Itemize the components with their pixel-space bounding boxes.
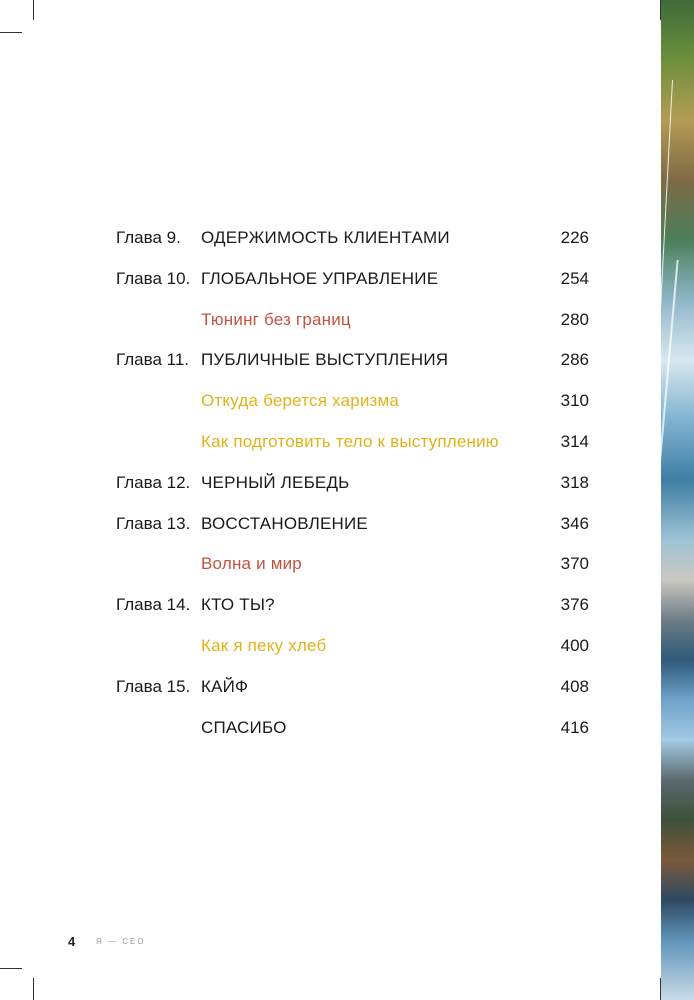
toc-entry-title: ГЛОБАЛЬНОЕ УПРАВЛЕНИЕ	[201, 269, 439, 288]
toc-page-number: 314	[560, 432, 589, 451]
toc-entry	[0, 471, 694, 495]
toc-page-number: 416	[560, 718, 589, 737]
toc-page-number: 376	[560, 595, 589, 614]
toc-page-number: 408	[560, 677, 589, 696]
toc-page-number: 280	[560, 310, 589, 329]
toc-entry-title: ОДЕРЖИМОСТЬ КЛИЕНТАМИ	[201, 228, 450, 247]
toc-page-number: 254	[560, 269, 589, 288]
toc-entry-title: Волна и мир	[201, 554, 302, 573]
toc-entry-title: Откуда берется харизма	[201, 391, 400, 410]
toc-entry	[0, 348, 694, 372]
crop-mark	[0, 968, 22, 969]
toc-chapter-label: Глава 11.	[116, 350, 190, 369]
toc-entry-title: СПАСИБО	[201, 718, 287, 737]
toc-entry	[0, 716, 694, 740]
toc-page-number: 346	[560, 514, 589, 533]
toc-entry	[0, 552, 694, 576]
toc-entry-title: КТО ТЫ?	[201, 595, 275, 614]
toc-entry	[0, 308, 694, 332]
toc-entry-title: ВОССТАНОВЛЕНИЕ	[201, 514, 368, 533]
toc-entry-title: ЧЕРНЫЙ ЛЕБЕДЬ	[201, 473, 350, 492]
page-number: 4	[68, 934, 76, 949]
toc-chapter-label: Глава 10.	[116, 269, 191, 288]
crop-mark	[33, 0, 34, 20]
toc-entry	[0, 389, 694, 413]
toc-chapter-label: Глава 14.	[116, 595, 191, 614]
toc-entry	[0, 593, 694, 617]
toc-chapter-label: Глава 12.	[116, 473, 191, 492]
toc-entry	[0, 634, 694, 658]
toc-entry	[0, 226, 694, 250]
toc-page-number: 226	[560, 228, 589, 247]
toc-entry	[0, 675, 694, 699]
toc-entry-title: Как я пеку хлеб	[201, 636, 327, 655]
toc-entry-title: ПУБЛИЧНЫЕ ВЫСТУПЛЕНИЯ	[201, 350, 449, 369]
toc-entry-title: Тюнинг без границ	[201, 310, 351, 329]
toc-page-number: 310	[560, 391, 589, 410]
crop-mark	[0, 32, 22, 33]
toc-page-number: 286	[560, 350, 589, 369]
toc-entry-title: Как подготовить тело к выступлению	[201, 432, 499, 451]
toc-chapter-label: Глава 15.	[116, 677, 191, 696]
toc-entry	[0, 512, 694, 536]
running-title: Я — CEO	[96, 937, 146, 946]
toc-entry-title: КАЙФ	[201, 677, 249, 696]
toc-page-number: 318	[560, 473, 589, 492]
crop-mark	[33, 978, 34, 1000]
toc-chapter-label: Глава 13.	[116, 514, 191, 533]
toc-page-number: 400	[560, 636, 589, 655]
toc-chapter-label: Глава 9.	[116, 228, 181, 247]
toc-entry	[0, 267, 694, 291]
toc-entry	[0, 430, 694, 454]
facing-page-photo	[661, 0, 694, 1000]
toc-page-number: 370	[560, 554, 589, 573]
